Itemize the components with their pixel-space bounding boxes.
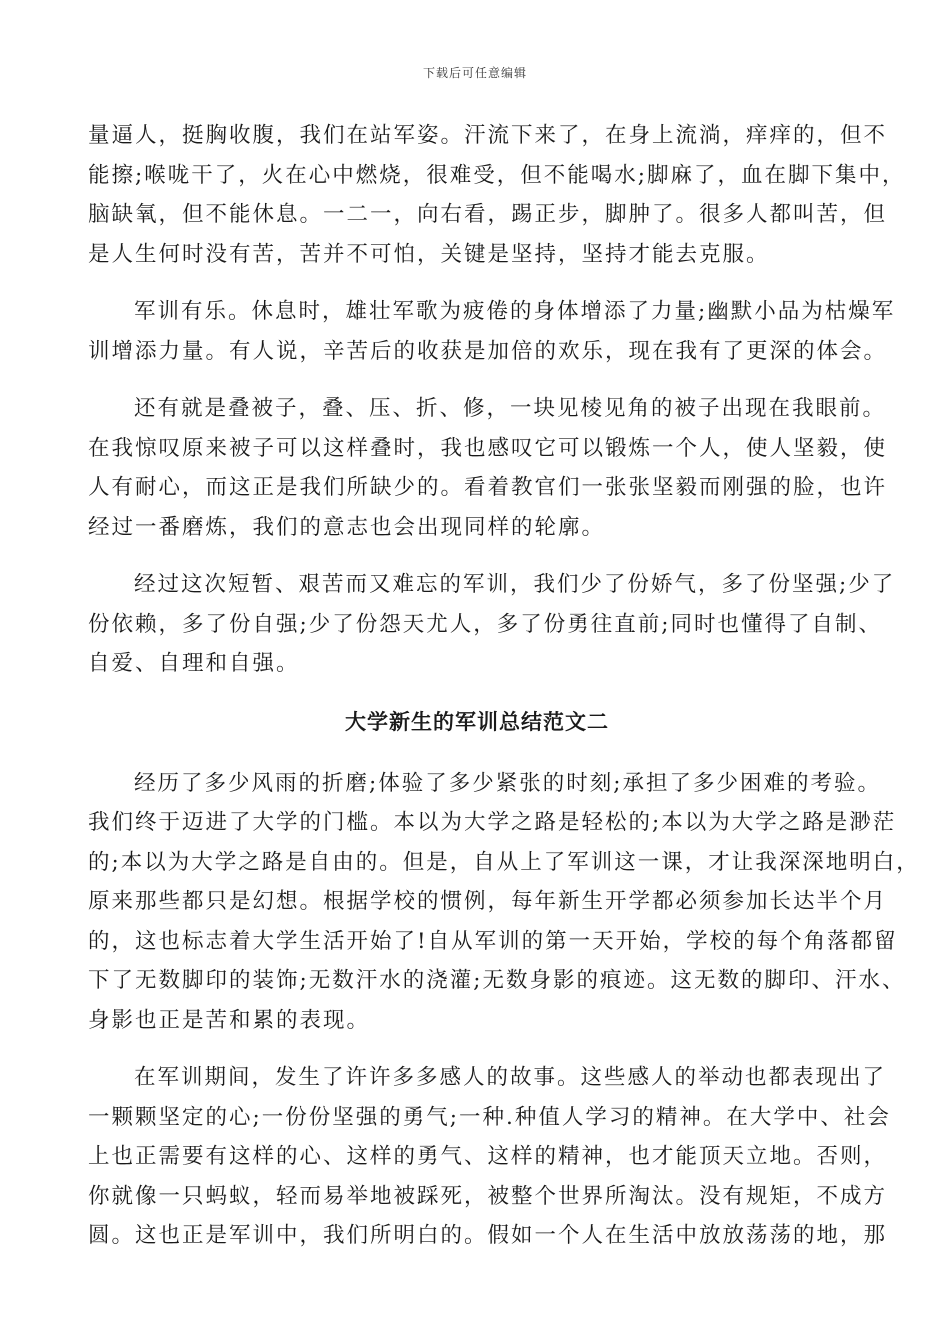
text-line: 身影也正是苦和累的表现。 [88,1007,371,1033]
text-line: 份依赖，多了份自强;少了份怨天尤人，多了份勇往直前;同时也懂得了自制、 [88,611,882,637]
paragraph-5 [88,764,920,1041]
text-line: 是人生何时没有苦，苦并不可怕，关键是坚持，坚持才能去克服。 [88,241,770,267]
text-line: 下了无数脚印的装饰;无数汗水的浇灌;无数身影的痕迹。这无数的脚印、汗水、 [88,968,906,993]
document-body [88,116,920,1274]
text-line: 原来那些都只是幻想。根据学校的惯例，每年新生开学都必须参加长达半个月 [88,889,888,914]
text-line: 我们终于迈进了大学的门槛。本以为大学之路是轻松的;本以为大学之路是渺茫 [88,810,897,835]
section-heading: 大学新生的军训总结范文二 [345,709,609,734]
paragraph-1 [88,116,906,274]
paragraph-3 [88,389,888,547]
text-line: 人有耐心，而这正是我们所缺少的。看着教官们一张张坚毅而刚强的脸，也许 [88,475,888,500]
text-line: 上也正需要有这样的心、这样的勇气、这样的精神，也才能顶天立地。否则， [88,1144,888,1169]
text-line: 的，这也标志着大学生活开始了!自从军训的第一天开始，学校的每个角落都留 [88,928,898,954]
text-line: 训增添力量。有人说，辛苦后的收获是加倍的欢乐，现在我有了更深的体会。 [88,338,888,364]
text-line: 脑缺氧，但不能休息。一二一，向右看，踢正步，脚肿了。很多人都叫苦，但 [88,202,888,227]
paragraph-4 [88,565,896,684]
text-line: 在军训期间，发生了许许多多感人的故事。这些感人的举动也都表现出了 [134,1065,887,1090]
text-line: 经过一番磨炼，我们的意志也会出现同样的轮廓。 [88,514,606,540]
page-header-note: 下载后可任意编辑 [422,66,527,80]
text-line: 自爱、自理和自强。 [88,651,300,676]
text-line: 还有就是叠被子，叠、压、折、修，一块见棱见角的被子出现在我眼前。 [134,396,887,421]
text-line: 一颗颗坚定的心;一份份坚强的勇气;一种.种值人学习的精神。在大学中、社会 [88,1104,891,1130]
text-line: 在我惊叹原来被子可以这样叠时，我也感叹它可以锻炼一个人，使人坚毅，使 [88,435,888,461]
text-line: 经过这次短暂、艰苦而又难忘的军训，我们少了份娇气，多了份坚强;少了 [134,572,896,597]
text-line: 你就像一只蚂蚁，轻而易举地被踩死，被整个世界所淘汰。没有规矩，不成方 [88,1183,888,1209]
text-line: 能擦;喉咙干了，火在心中燃烧，很难受，但不能喝水;脚麻了，血在脚下集中， [88,162,906,188]
paragraph-6 [88,1058,891,1256]
text-line: 圆。这也正是军训中，我们所明白的。假如一个人在生活中放放荡荡的地，那 [88,1223,888,1248]
text-line: 量逼人，挺胸收腹，我们在站军姿。汗流下来了，在身上流淌，痒痒的，但不 [88,123,888,148]
text-line: 军训有乐。休息时，雄壮军歌为疲倦的身体增添了力量;幽默小品为枯燥军 [134,299,896,324]
text-line: 经历了多少风雨的折磨;体验了多少紧张的时刻;承担了多少困难的考验。 [134,770,881,796]
paragraph-2 [88,292,896,371]
text-line: 的;本以为大学之路是自由的。但是，自从上了军训这一课，才让我深深地明白， [88,849,920,875]
